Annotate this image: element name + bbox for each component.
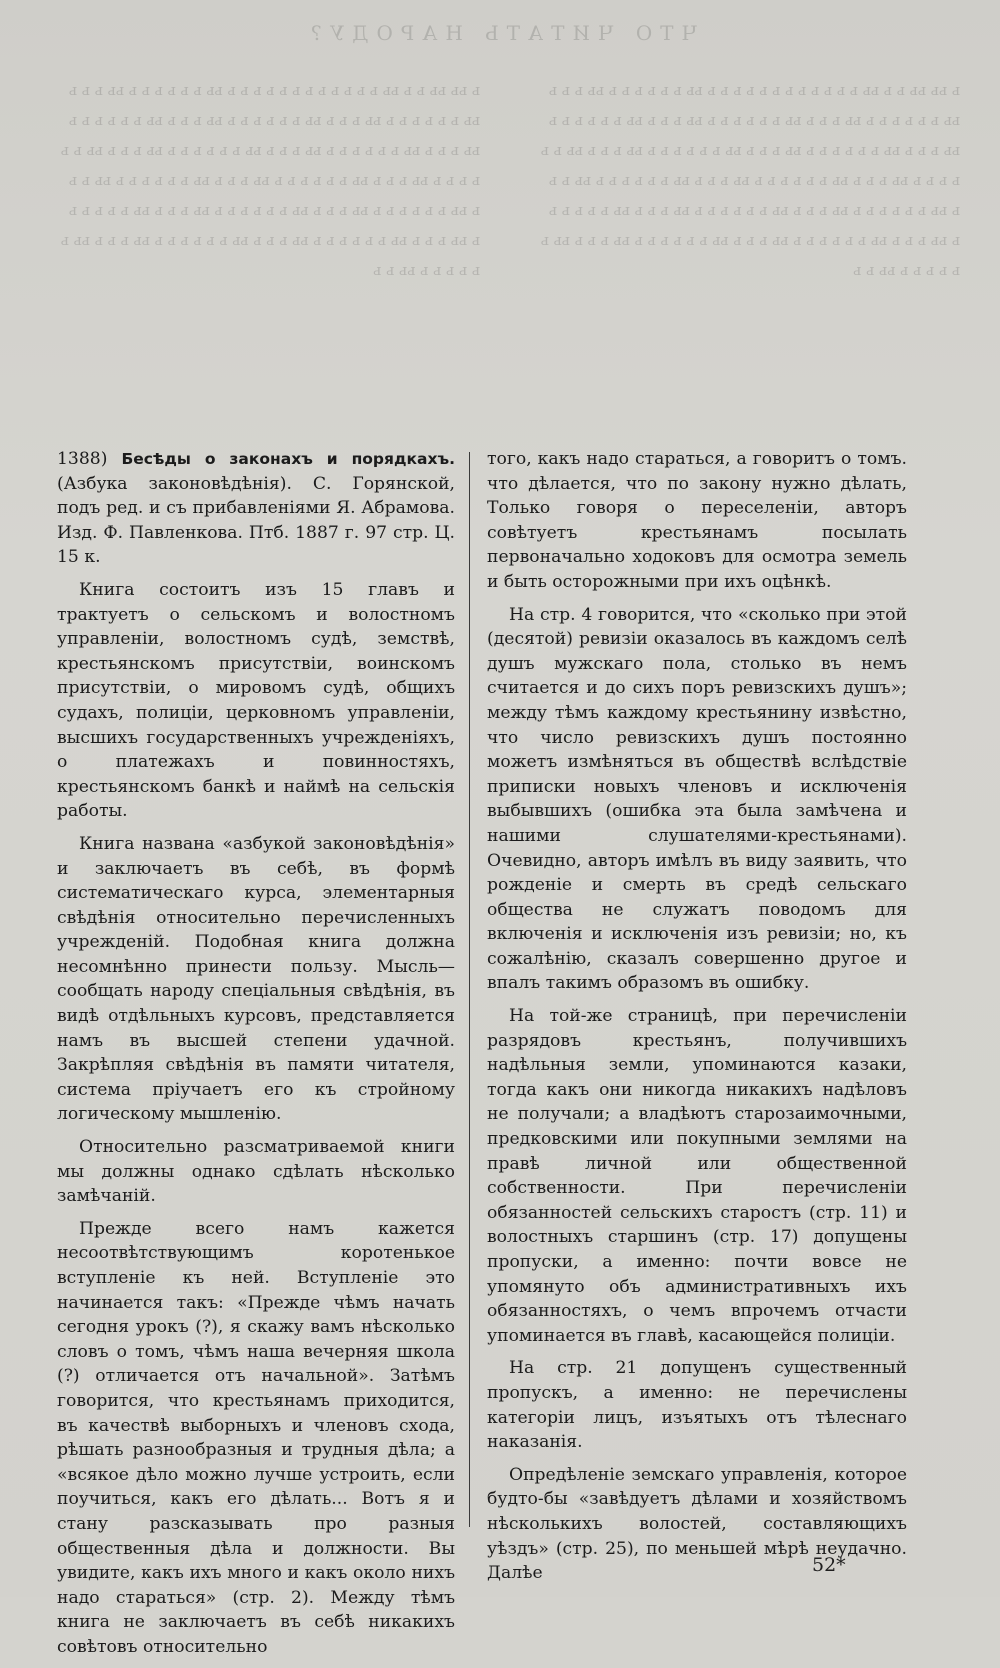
page-number: 52* <box>812 1554 846 1576</box>
right-column <box>487 447 907 1594</box>
paragraph: На стр. 4 говорится, что «сколько при этой (десятой) ревизіи оказалось въ каждомъ селѣ душъ мужскаго пола, столько въ немъ считается и до сихъ поръ ревизскихъ душъ»; между тѣмъ каждому крестьянину извѣстно, что число ревизскихъ душъ постоянно можетъ измѣняться въ обществѣ вслѣдствіе приписки новыхъ членовъ и исключенія выбывшихъ (ошибка эта была замѣчена и нашими слушателями-крестьянами). Очевидно, авторъ имѣлъ въ виду заявить, что рожденіе и смерть въ средѣ сельскаго общества не служатъ поводомъ для включенія и исключенія изъ ревизіи; но, къ сожалѣнію, сказалъ совершенно другое и впалъ такимъ образомъ въ ошибку. <box>487 604 907 994</box>
paragraph: Относительно разсматриваемой книги мы должны однако сдѣлать нѣсколько замѣчаній. <box>57 1137 455 1207</box>
show-through-texture: ЧТО ЧИТАТЬ НАРОДУ? ь ьь ьь ь ь ьь ь ь ь ь ь ь ь ь ь ь ь ь ьь ь ь ь ь ь ь ьь ь ь ь ьь ь ь ь ь ь ь ьь ь ь ь ьь ь ь ь ь ь ь ьь ь ь ь ьь ь ь ь ь ь ь ьь ь ь ь ьь ь ь ь ь ь ь ьь ь ь ь ьь ь ь ь ь ь ь ьь ь ь ь ьь ь ь ь ь ь ь ьь ь ь ь ьь ь ь ь ь ь ь ьь ь ь ь ьь ь ь ь ь ь ь ьь ь ь ь ьь ь ь ь ь ь ь ьь ь ь ь ьь ь ь ь ь ь ь ьь ь ь ь ьь ь ь ь ь ь ь ьь ь ь ь ьь ь ь ь ь ь ь ьь ь ь ь ьь ь ь ь ь ь ь ьь ь ь ь ьь ь ь ь ь ь ь ьь ь ь ь ьь ьь ь ь ьь ь ь ь ь ь ь ь ь ь ь ь ь ьь ь ь ь ь ь ь ьь ь ь ь ьь ь ь ь ь ь ь ьь ь ь ь ьь ь ь ь ь ь ь ьь ь ь ь ьь ь ь ь ь ь ь ьь ь ь ь ьь ь ь ь ь ь ь ьь ь ь ь ьь ь ь ь ь ь ь ьь ь ь ь ьь ь ь ь ь ь ь ьь ь ь ь ьь ь ь ь ь ь ь ьь ь ь ь ьь ь ь ь ь ь ь ьь ь ь ь ьь ь ь ь ь ь ь ьь ь ь ь ьь ь ь ь ь ь ь ьь ь ь ь ьь ь ь ь ь ь ь ьь ь ь ь ьь ь ь ь ь ь ь ьь ь ь ь ьь ь ь ь ь ь ь ьь ь ь ь ьь ь ь ь ь ь ь ьь ь ь <box>60 21 960 279</box>
entry-bibliography: (Азбука законовѣдѣнія). С. Горянской, подъ ред. и съ прибавленіями Я. Абрамова. Изд. Ф. Павленкова. Птб. 1887 г. 97 стр. Ц. 15 к. <box>57 473 455 568</box>
paragraph: того, какъ надо стараться, а говоритъ о томъ. что дѣлается, что по закону нужно дѣлать, Только говоря о переселеніи, авторъ совѣтуетъ крестьянамъ посылать первоначально ходоковъ для осмотра земель и быть осторожными при ихъ оцѣнкѣ. <box>487 449 907 592</box>
paragraph: На стр. 21 допущенъ существенный пропускъ, а именно: не перечислены категоріи лицъ, изъятыхъ отъ тѣлеснаго наказанія. <box>487 1358 907 1453</box>
entry-title: Бесѣды о законахъ и порядкахъ. <box>121 450 456 468</box>
column-divider <box>469 452 470 1527</box>
paragraph: Опредѣленіе земскаго управленія, которое будто-бы «завѣдуетъ дѣлами и хозяйствомъ нѣсколькихъ волостей, составляющихъ уѣздъ» (стр. 25), по меньшей мѣрѣ неудачно. Далѣе <box>487 1464 907 1584</box>
paragraph: Книга названа «азбукой законовѣдѣнія» и заключаетъ въ себѣ, въ формѣ систематическаго курса, элементарныя свѣдѣнія относительно перечисленныхъ учрежденій. Подобная книга должна несомнѣнно принести пользу. Мысль—сообщать народу спеціальныя свѣдѣнія, въ видѣ отдѣльныхъ курсовъ, представляется намъ въ высшей степени удачной. Закрѣпляя свѣдѣнія въ памяти читателя, система пріучаетъ его къ стройному логическому мышленію. <box>57 833 455 1125</box>
paragraph: На той-же страницѣ, при перечисленіи разрядовъ крестьянъ, получившихъ надѣльныя земли, упоминаются казаки, тогда какъ они никогда никакихъ надѣловъ не получали; а владѣютъ старозаимочными, предковскими или покупными землями на правѣ личной или общественной собственности. При перечисленіи обязанностей сельскихъ старостъ (стр. 11) и волостныхъ старшинъ (стр. 17) допущены пропуски, а именно: почти вовсе не упомянуто объ административныхъ ихъ обязанностяхъ, о чемъ впрочемъ отчасти упоминается въ главѣ, касающейся полиціи. <box>487 1006 907 1346</box>
left-column <box>57 447 455 1668</box>
entry-number: 1388) <box>57 449 108 469</box>
entry-heading <box>57 447 455 570</box>
paragraph: Книга состоитъ изъ 15 главъ и трактуетъ о сельскомъ и волостномъ управленіи, волостномъ судѣ, земствѣ, крестьянскомъ присутствіи, воинскомъ присутствіи, о мировомъ судѣ, общихъ судахъ, полиціи, церковномъ управленіи, высшихъ государственныхъ учрежденіяхъ, о платежахъ и повинностяхъ, крестьянскомъ банкѣ и наймѣ на сельскія работы. <box>57 579 455 822</box>
paragraph: Прежде всего намъ кажется несоотвѣтствующимъ коротенькое вступленіе къ ней. Вступленіе это начинается такъ: «Прежде чѣмъ начать сегодня урокъ (?), я скажу вамъ нѣсколько словъ о томъ, чѣмъ наша вечерняя школа (?) отличается отъ начальной». Затѣмъ говорится, что крестьянамъ приходится, въ качествѣ выборныхъ и членовъ схода, рѣшать разнообразныя и трудныя дѣла; а «всякое дѣло можно лучше устроить, если поучиться, какъ его дѣлать... Вотъ я и стану разсказывать про разныя общественныя дѣла и должности. Вы увидите, какъ ихъ много и какъ около нихъ надо стараться» (стр. 2). Между тѣмъ книга не заключаетъ въ себѣ никакихъ совѣтовъ относительно <box>57 1218 455 1657</box>
